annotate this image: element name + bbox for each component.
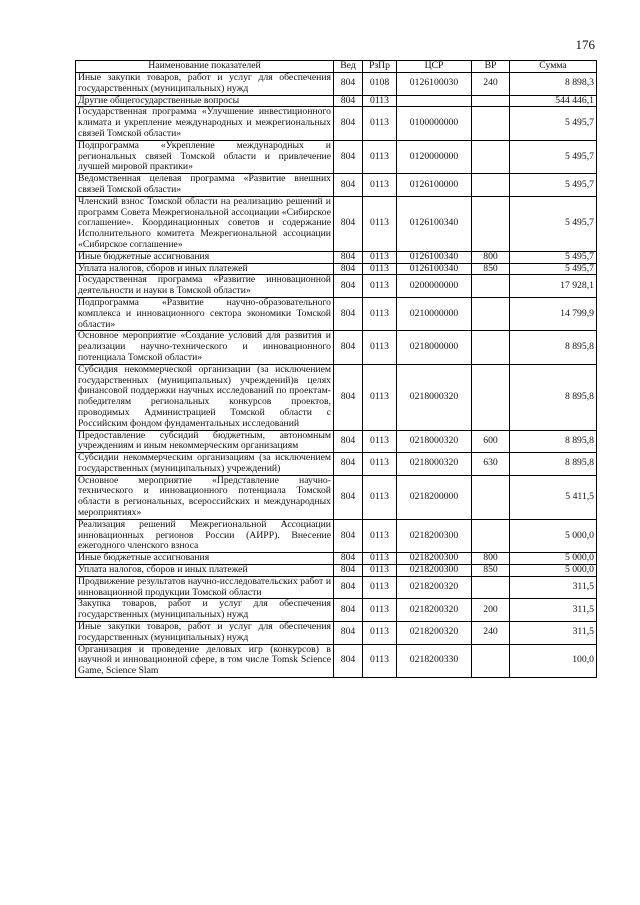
cell-sum: 5 495,7 [510, 263, 597, 275]
cell-sum: 8 895,8 [510, 364, 597, 430]
cell-vr: 600 [472, 430, 510, 453]
table-row [76, 565, 597, 577]
cell-rzpr: 0113 [363, 599, 397, 622]
cell-ved: 804 [334, 622, 363, 645]
cell-vr [472, 275, 510, 298]
cell-name: Основное мероприятие «Представление научно-технического и инновационного потенциала Томской области в региональных, всероссийских и международных мероприятиях» [76, 475, 334, 519]
cell-name: Иные бюджетные ассигнования [76, 553, 334, 565]
cell-rzpr: 0113 [363, 576, 397, 599]
cell-csr: 0218200300 [397, 553, 472, 565]
cell-vr [472, 644, 510, 677]
table-row [76, 196, 597, 251]
cell-vr: 630 [472, 453, 510, 476]
cell-csr: 0100000000 [397, 107, 472, 140]
cell-name: Уплата налогов, сборов и иных платежей [76, 263, 334, 275]
cell-vr [472, 364, 510, 430]
table-row [76, 553, 597, 565]
header-sum: Сумма [510, 61, 597, 73]
cell-csr: 0218200300 [397, 565, 472, 577]
cell-vr: 800 [472, 251, 510, 263]
table-row [76, 275, 597, 298]
cell-ved: 804 [334, 196, 363, 251]
cell-sum: 8 895,8 [510, 430, 597, 453]
cell-rzpr: 0113 [363, 107, 397, 140]
cell-sum: 5 495,7 [510, 196, 597, 251]
cell-sum: 544 446,1 [510, 95, 597, 107]
cell-name: Иные закупки товаров, работ и услуг для обеспечения государственных (муниципальных) нужд [76, 622, 334, 645]
cell-csr: 0126100000 [397, 174, 472, 197]
cell-csr: 0218000320 [397, 453, 472, 476]
cell-sum: 5 495,7 [510, 174, 597, 197]
cell-rzpr: 0113 [363, 95, 397, 107]
cell-vr [472, 107, 510, 140]
cell-csr: 0210000000 [397, 297, 472, 330]
cell-name: Продвижение результатов научно-исследовательских работ и инновационной продукции Томской области [76, 576, 334, 599]
cell-rzpr: 0113 [363, 519, 397, 552]
table-row [76, 644, 597, 677]
cell-ved: 804 [334, 364, 363, 430]
cell-name: Государственная программа «Улучшение инвестиционного климата и укрепление международных и межрегиональных связей Томской области» [76, 107, 334, 140]
cell-sum: 14 799,9 [510, 297, 597, 330]
cell-sum: 5 495,7 [510, 107, 597, 140]
table-row [76, 263, 597, 275]
cell-sum: 5 411,5 [510, 475, 597, 519]
cell-csr: 0218000320 [397, 430, 472, 453]
header-name: Наименование показателей [76, 61, 334, 73]
cell-name: Другие общегосударственные вопросы [76, 95, 334, 107]
cell-vr: 850 [472, 565, 510, 577]
cell-ved: 804 [334, 95, 363, 107]
cell-sum: 311,5 [510, 599, 597, 622]
cell-csr: 0200000000 [397, 275, 472, 298]
cell-ved: 804 [334, 275, 363, 298]
cell-ved: 804 [334, 140, 363, 173]
cell-sum: 5 000,0 [510, 565, 597, 577]
cell-vr [472, 297, 510, 330]
cell-csr: 0218000000 [397, 331, 472, 364]
cell-ved: 804 [334, 174, 363, 197]
cell-rzpr: 0113 [363, 364, 397, 430]
table-body [76, 73, 597, 678]
cell-ved: 804 [334, 553, 363, 565]
cell-rzpr: 0113 [363, 196, 397, 251]
cell-sum: 5 495,7 [510, 140, 597, 173]
cell-csr: 0218200300 [397, 519, 472, 552]
table-row [76, 453, 597, 476]
cell-vr: 200 [472, 599, 510, 622]
cell-rzpr: 0113 [363, 251, 397, 263]
cell-ved: 804 [334, 297, 363, 330]
cell-rzpr: 0108 [363, 73, 397, 96]
page-number: 176 [575, 37, 595, 52]
cell-sum: 5 495,7 [510, 251, 597, 263]
cell-name: Субсидия некоммерческой организации (за исключением государственных (муниципальных) учреждений)в целях финансовой поддержки научных исследований по проектам-победителям региональных конкурсов проектов, проводимых Администрацией Томской области с Российским фондом фундаментальных исследований [76, 364, 334, 430]
cell-name: Иные бюджетные ассигнования [76, 251, 334, 263]
cell-csr: 0120000000 [397, 140, 472, 173]
cell-rzpr: 0113 [363, 644, 397, 677]
cell-sum: 311,5 [510, 576, 597, 599]
table-row [76, 174, 597, 197]
table-row [76, 622, 597, 645]
cell-name: Иные закупки товаров, работ и услуг для обеспечения государственных (муниципальных) нужд [76, 73, 334, 96]
table-row [76, 297, 597, 330]
table-row [76, 519, 597, 552]
cell-vr: 850 [472, 263, 510, 275]
cell-sum: 311,5 [510, 622, 597, 645]
budget-table [75, 60, 597, 678]
header-vr: ВР [472, 61, 510, 73]
cell-csr: 0126100030 [397, 73, 472, 96]
cell-ved: 804 [334, 430, 363, 453]
cell-csr: 0218200320 [397, 599, 472, 622]
cell-rzpr: 0113 [363, 297, 397, 330]
cell-csr: 0218200320 [397, 576, 472, 599]
cell-sum: 8 898,3 [510, 73, 597, 96]
table-header-row [76, 61, 597, 73]
cell-sum: 100,0 [510, 644, 597, 677]
cell-rzpr: 0113 [363, 263, 397, 275]
header-ved: Вед [334, 61, 363, 73]
cell-rzpr: 0113 [363, 453, 397, 476]
cell-rzpr: 0113 [363, 475, 397, 519]
cell-rzpr: 0113 [363, 275, 397, 298]
cell-rzpr: 0113 [363, 622, 397, 645]
cell-vr [472, 331, 510, 364]
cell-ved: 804 [334, 565, 363, 577]
cell-vr [472, 576, 510, 599]
cell-ved: 804 [334, 453, 363, 476]
table-row [76, 73, 597, 96]
cell-csr: 0218000320 [397, 364, 472, 430]
cell-csr: 0126100340 [397, 263, 472, 275]
cell-csr: 0218200320 [397, 622, 472, 645]
cell-name: Ведомственная целевая программа «Развитие внешних связей Томской области» [76, 174, 334, 197]
cell-vr [472, 519, 510, 552]
cell-rzpr: 0113 [363, 430, 397, 453]
cell-name: Субсидии некоммерческим организациям (за исключением государственных (муниципальных) учреждений) [76, 453, 334, 476]
cell-name: Членский взнос Томской области на реализацию решений и программ Совета Межрегиональной ассоциации «Сибирское соглашение». Координационных советов и содержание Исполнительного комитета Межрегиональной ассоциации «Сибирское соглашение» [76, 196, 334, 251]
header-csr: ЦСР [397, 61, 472, 73]
cell-sum: 5 000,0 [510, 553, 597, 565]
cell-ved: 804 [334, 644, 363, 677]
table-row [76, 475, 597, 519]
cell-csr [397, 95, 472, 107]
cell-rzpr: 0113 [363, 140, 397, 173]
table-row [76, 364, 597, 430]
cell-csr: 0126100340 [397, 251, 472, 263]
table-row [76, 95, 597, 107]
table-row [76, 430, 597, 453]
cell-vr [472, 174, 510, 197]
cell-rzpr: 0113 [363, 331, 397, 364]
cell-vr: 800 [472, 553, 510, 565]
table-row [76, 331, 597, 364]
cell-name: Предоставление субсидий бюджетным, автономным учреждениям и иным некоммерческим организациям [76, 430, 334, 453]
table-row [76, 576, 597, 599]
cell-rzpr: 0113 [363, 565, 397, 577]
cell-vr [472, 475, 510, 519]
cell-vr [472, 196, 510, 251]
cell-ved: 804 [334, 519, 363, 552]
cell-ved: 804 [334, 107, 363, 140]
cell-vr [472, 140, 510, 173]
cell-vr: 240 [472, 622, 510, 645]
cell-sum: 17 928,1 [510, 275, 597, 298]
cell-ved: 804 [334, 599, 363, 622]
cell-name: Подпрограмма «Укрепление международных и региональных связей Томской области и привлечение лучшей мировой практики» [76, 140, 334, 173]
cell-ved: 804 [334, 251, 363, 263]
table-row [76, 140, 597, 173]
cell-ved: 804 [334, 263, 363, 275]
cell-name: Государственная программа «Развитие инновационной деятельности и науки в Томской области» [76, 275, 334, 298]
cell-sum: 8 895,8 [510, 331, 597, 364]
table-row [76, 107, 597, 140]
cell-name: Подпрограмма «Развитие научно-образовательного комплекса и инновационного сектора экономики Томской области» [76, 297, 334, 330]
table-row [76, 599, 597, 622]
cell-name: Уплата налогов, сборов и иных платежей [76, 565, 334, 577]
cell-csr: 0218200000 [397, 475, 472, 519]
cell-csr: 0218200330 [397, 644, 472, 677]
cell-vr: 240 [472, 73, 510, 96]
cell-ved: 804 [334, 576, 363, 599]
cell-ved: 804 [334, 331, 363, 364]
cell-sum: 8 895,8 [510, 453, 597, 476]
table-row [76, 251, 597, 263]
header-rzpr: РзПр [363, 61, 397, 73]
cell-sum: 5 000,0 [510, 519, 597, 552]
cell-name: Основное мероприятие «Создание условий для развития и реализации научно-технического и инновационного потенциала Томской области» [76, 331, 334, 364]
cell-ved: 804 [334, 73, 363, 96]
cell-vr [472, 95, 510, 107]
cell-name: Организация и проведение деловых игр (конкурсов) в научной и инновационной сфере, в том числе Tomsk Science Game, Science Slam [76, 644, 334, 677]
cell-name: Реализация решений Межрегиональной Ассоциации инновационных регионов России (АИРР). Внесение ежегодного членского взноса [76, 519, 334, 552]
cell-csr: 0126100340 [397, 196, 472, 251]
cell-ved: 804 [334, 475, 363, 519]
cell-rzpr: 0113 [363, 174, 397, 197]
cell-rzpr: 0113 [363, 553, 397, 565]
cell-name: Закупка товаров, работ и услуг для обеспечения государственных (муниципальных) нужд [76, 599, 334, 622]
